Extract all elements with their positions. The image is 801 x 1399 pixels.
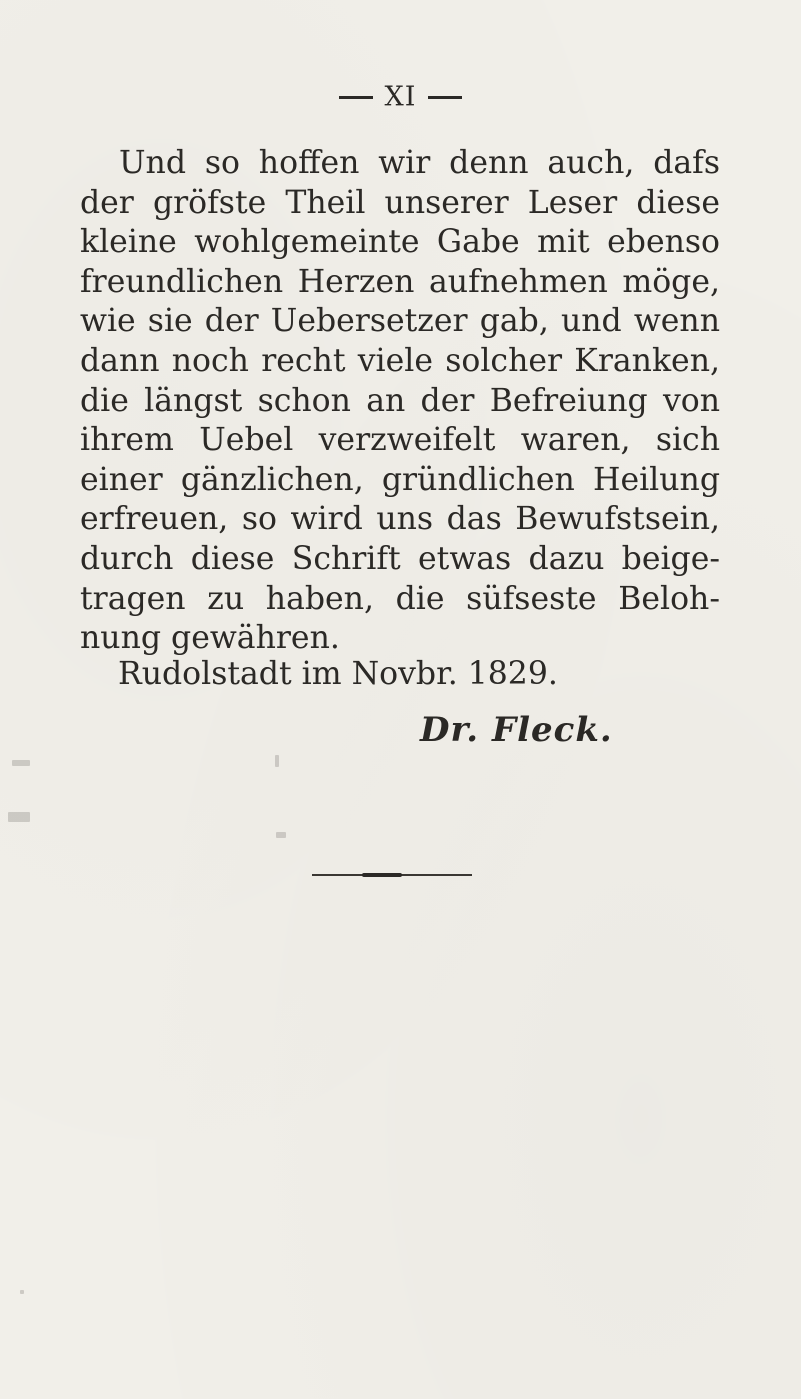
scan-speck [275,755,279,767]
text-line: ihrem Uebel verzweifelt waren, sich [80,422,720,459]
body-paragraph [80,144,720,659]
text-line: erfreuen, so wird uns das Bewufstsein, [80,501,720,538]
text-line: freundlichen Herzen aufnehmen möge, [80,263,720,300]
header-dash-left [339,96,373,99]
text-line: nung gewähren. [80,620,340,657]
page-header [0,78,801,113]
text-line: tragen zu haben, die süfseste Beloh- [80,580,720,617]
text-line: dann noch recht viele solcher Kranken, [80,342,720,379]
scan-speck [12,760,30,766]
text-line: Und so hoffen wir denn auch, dafs [119,145,720,181]
text-line: durch diese Schrift etwas dazu beige- [80,540,720,577]
page-number: XI [384,81,417,113]
header-dash-right [428,96,462,99]
text-line: der gröfste Theil unserer Leser diese [80,184,720,221]
signature: Dr. Fleck. [420,710,613,750]
text-line: einer gänzlichen, gründlichen Heilung [80,461,720,498]
scan-speck [276,832,286,838]
dateline: Rudolstadt im Novbr. 1829. [118,656,558,692]
ornamental-rule [312,874,472,876]
text-line: kleine wohlgemeinte Gabe mit ebenso [80,224,720,261]
scan-speck [8,812,30,822]
text-line: die längst schon an der Befreiung von [80,382,720,419]
scan-speck [20,1290,24,1294]
text-line: wie sie der Uebersetzer gab, und wenn [80,303,720,340]
